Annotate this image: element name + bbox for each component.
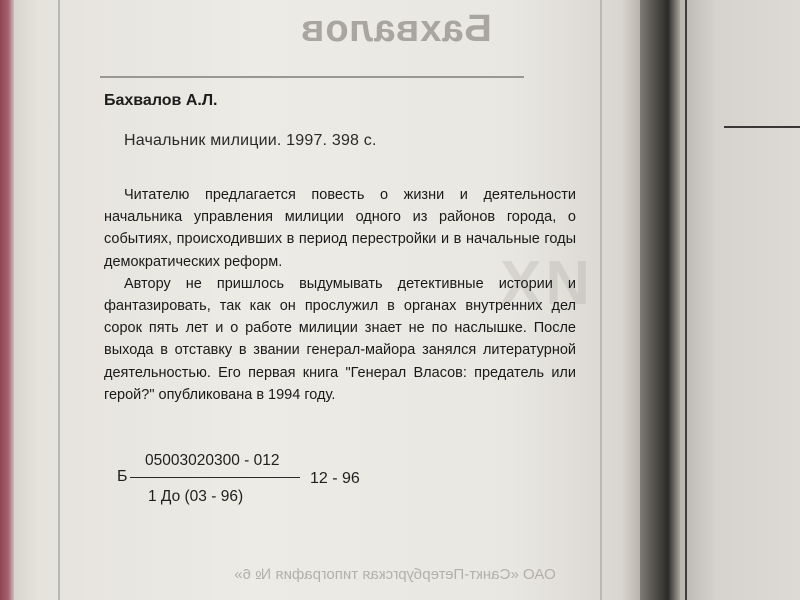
- right-page-border: [685, 0, 687, 600]
- annotation-text: [104, 184, 576, 406]
- show-through-text: ИХ: [496, 249, 590, 318]
- show-through-footer: ОАО «Санкт-Петербургская типография № 6»: [234, 566, 556, 583]
- catalog-code-suffix: 12 - 96: [310, 470, 360, 487]
- right-page-rule: [724, 126, 800, 128]
- annotation-paragraph: Автору не пришлось выдумывать детективные истории и фантазировать, так как он прослужил в органах внутренних дел сорок пять лет и о работе милиции знает не по наслышке. После выхода в отставку в звании генерал-майора занялся литературной деятельностью. Его первая книга "Генерал Власов: предатель или герой?" опубликована в 1994 году.: [104, 275, 576, 403]
- catalog-code-fraction-line: [130, 477, 300, 478]
- header-rule: [100, 76, 524, 78]
- right-page: [680, 0, 800, 600]
- book-gutter: [640, 0, 680, 600]
- book-title-line: Начальник милиции. 1997. 398 с.: [124, 132, 377, 149]
- show-through-header: Бахвалов: [300, 8, 492, 50]
- catalog-code-denominator: 1 До (03 - 96): [148, 488, 244, 505]
- catalog-code-prefix: Б: [117, 468, 128, 485]
- annotation-paragraph: Читателю предлагается повесть о жизни и деятельности начальника управления милиции одного из районов города, о событиях, происходивших в период перестройки и в начальные годы демократических реформ.: [104, 187, 576, 270]
- author-name: Бахвалов А.Л.: [104, 92, 218, 109]
- catalog-code-numerator: 05003020300 - 012: [145, 452, 280, 469]
